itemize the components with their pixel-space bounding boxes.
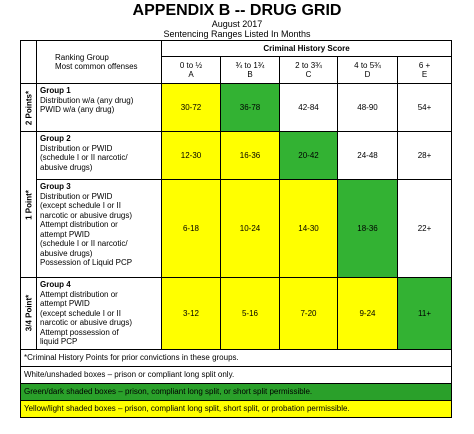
- page-date: August 2017: [211, 19, 263, 29]
- column-range: 4 to 5¾: [354, 60, 381, 70]
- offense-line: (schedule I or II narcotic/: [40, 239, 128, 248]
- sentence-cell: 6-18: [162, 180, 221, 278]
- sentence-cell: 36-78: [221, 84, 280, 132]
- sentence-cell: 30-72: [162, 84, 221, 132]
- sentence-cell: 42-84: [280, 84, 338, 132]
- note-row-yellow: [21, 400, 452, 417]
- group-3-row: [21, 180, 452, 278]
- sentence-cell: 18-36: [338, 180, 398, 278]
- offense-line: Distribution w/a (any drug): [40, 95, 134, 105]
- note-row-white: [21, 366, 452, 383]
- note-row-criminal-history: [21, 349, 452, 366]
- group-name: Group 1: [40, 86, 71, 95]
- offense-line: Attempt distribution or: [40, 289, 118, 299]
- points-label-groups-2-3: [21, 132, 37, 278]
- points-label-text: 3/4 Point*: [23, 295, 33, 332]
- green-box-legend: Green/dark shaded boxes – prison, compliant long split, or short split permissible.: [21, 383, 452, 400]
- note-row-green: [21, 383, 452, 400]
- column-header-d: [338, 57, 398, 84]
- criminal-history-note: *Criminal History Points for prior convictions in these groups.: [21, 349, 452, 366]
- criminal-history-score-header: Criminal History Score: [162, 41, 452, 57]
- group-name: Group 2: [40, 134, 71, 143]
- points-label-text: 1 Point*: [23, 189, 33, 220]
- column-letter: C: [305, 70, 312, 79]
- page-title: APPENDIX B -- DRUG GRID: [132, 2, 342, 19]
- grid-header: [0, 0, 474, 39]
- sentence-cell: 16-36: [221, 132, 280, 180]
- drug-grid-table: [20, 40, 452, 418]
- criminal-history-header-row: [21, 41, 452, 57]
- sentence-cell: 9-24: [338, 278, 398, 350]
- offense-line: narcotic or abusive drugs): [40, 318, 133, 327]
- group-3-description: [37, 180, 162, 278]
- column-range: ¾ to 1¾: [235, 60, 265, 70]
- column-range: 2 to 3¾: [295, 60, 322, 70]
- points-label-text: 2 Points*: [23, 90, 33, 125]
- column-range: 0 to ½: [179, 60, 203, 70]
- group-2-description: [37, 132, 162, 180]
- sentence-cell: 24-48: [338, 132, 398, 180]
- ranking-group-header: [37, 41, 162, 84]
- sentence-cell: 28+: [398, 132, 452, 180]
- sentence-cell: 22+: [398, 180, 452, 278]
- column-header-e: [398, 57, 452, 84]
- sentence-cell: 10-24: [221, 180, 280, 278]
- offense-line: (except schedule I or II: [40, 308, 121, 318]
- sentence-cell: 54+: [398, 84, 452, 132]
- sentence-cell: 7-20: [280, 278, 338, 350]
- offense-line: Attempt distribution or: [40, 220, 118, 229]
- offense-line: attempt PWID: [40, 299, 90, 308]
- offense-line: abusive drugs): [40, 248, 93, 258]
- offense-line: abusive drugs): [40, 162, 93, 172]
- offense-line: Possession of Liquid PCP: [40, 258, 133, 267]
- offense-line: (except schedule I or II: [40, 201, 121, 210]
- column-header-b: [221, 57, 280, 84]
- group-2-row: [21, 132, 452, 180]
- column-letter: B: [247, 70, 253, 79]
- group-4-row: [21, 278, 452, 350]
- white-box-legend: White/unshaded boxes – prison or compliant long split only.: [21, 366, 452, 383]
- ranking-group-label: Ranking Group: [55, 52, 109, 62]
- sentence-cell: 5-16: [221, 278, 280, 350]
- column-header-a: [162, 57, 221, 84]
- offense-line: PWID w/a (any drug): [40, 105, 115, 114]
- offense-line: liquid PCP: [40, 337, 78, 346]
- corner-cell: [21, 41, 37, 84]
- offense-line: attempt PWID: [40, 229, 90, 239]
- column-header-c: [280, 57, 338, 84]
- offense-line: Distribution or PWID: [40, 143, 113, 153]
- group-1-description: [37, 84, 162, 132]
- sentence-cell: 11+: [398, 278, 452, 350]
- group-4-description: [37, 278, 162, 350]
- group-1-row: [21, 84, 452, 132]
- column-letter: A: [188, 70, 194, 79]
- sentence-cell: 48-90: [338, 84, 398, 132]
- column-letter: D: [364, 70, 371, 79]
- sentence-cell: 14-30: [280, 180, 338, 278]
- column-range: 6 +: [418, 60, 431, 70]
- offense-line: narcotic or abusive drugs): [40, 210, 133, 220]
- group-name: Group 4: [40, 280, 71, 289]
- points-label-group-1: [21, 84, 37, 132]
- offense-line: Attempt possession of: [40, 327, 119, 337]
- page-subtitle: Sentencing Ranges Listed In Months: [163, 29, 311, 39]
- offenses-label: Most common offenses: [55, 62, 138, 71]
- group-name: Group 3: [40, 182, 71, 191]
- sentence-cell: 12-30: [162, 132, 221, 180]
- sentence-cell: 3-12: [162, 278, 221, 350]
- offense-line: Distribution or PWID: [40, 191, 113, 201]
- column-letter: E: [421, 70, 428, 79]
- offense-line: (schedule I or II narcotic/: [40, 153, 128, 162]
- sentence-cell: 20-42: [280, 132, 338, 180]
- yellow-box-legend: Yellow/light shaded boxes – prison, compliant long split, short split, or probation permissible.: [21, 400, 452, 417]
- points-label-group-4: [21, 278, 37, 350]
